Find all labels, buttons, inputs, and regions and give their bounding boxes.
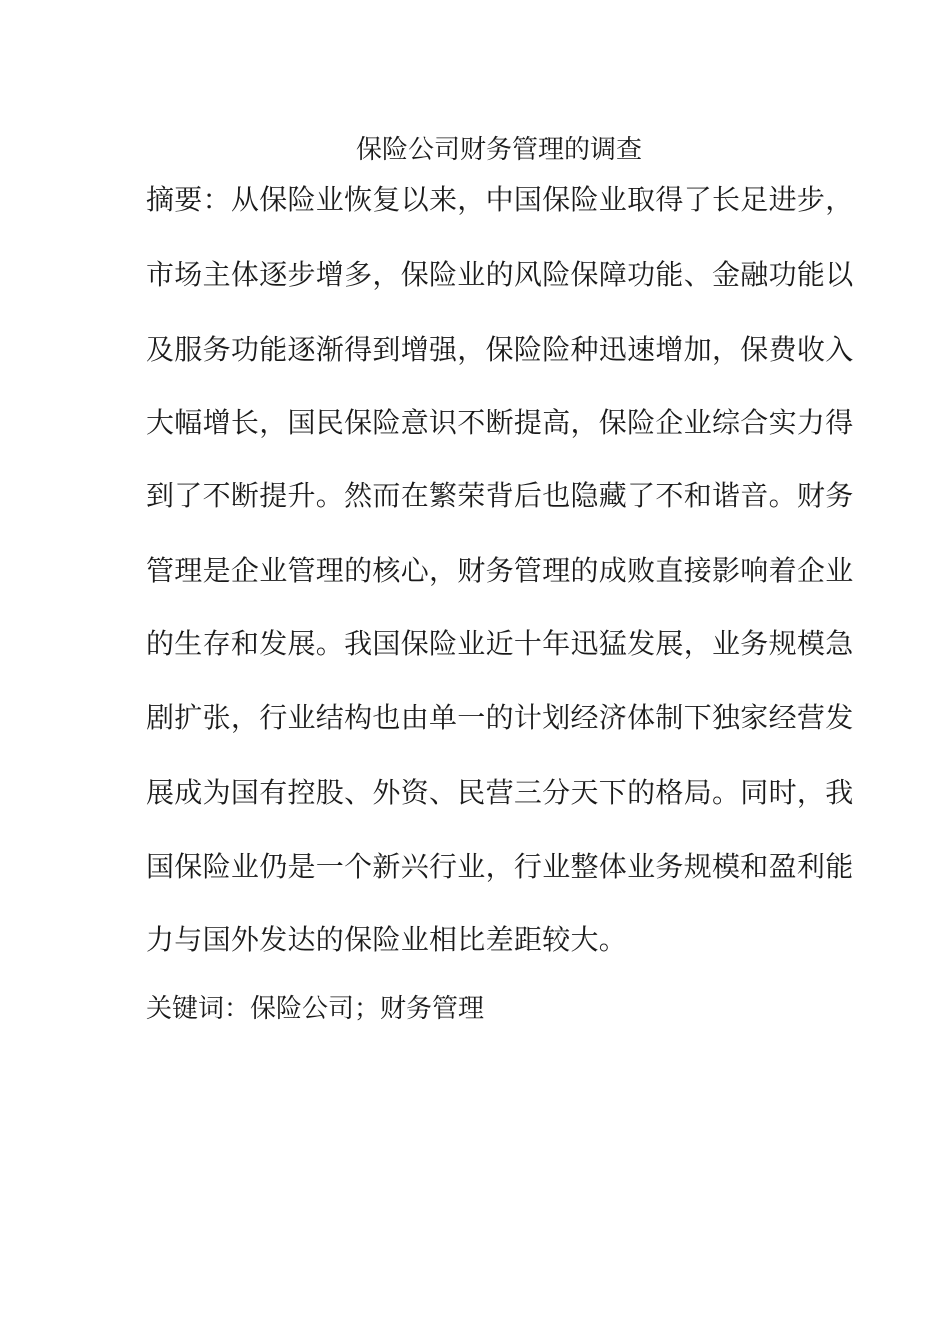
keywords-line: 关键词：保险公司；财务管理 (146, 994, 485, 1024)
abstract-line-11: 力与国外发达的保险业相比差距较大。 (146, 923, 628, 956)
abstract-line-5: 到了不断提升。然而在繁荣背后也隐藏了不和谐音。财务 (146, 479, 854, 512)
abstract-line-1: 摘要：从保险业恢复以来，中国保险业取得了长足进步， (146, 183, 854, 216)
abstract-line-8: 剧扩张，行业结构也由单一的计划经济体制下独家经营发 (146, 701, 854, 734)
abstract-line-6: 管理是企业管理的核心，财务管理的成败直接影响着企业 (146, 554, 854, 587)
abstract-line-2: 市场主体逐步增多，保险业的风险保障功能、金融功能以 (146, 258, 854, 291)
abstract-line-7: 的生存和发展。我国保险业近十年迅猛发展，业务规模急 (146, 627, 854, 660)
abstract-line-4: 大幅增长，国民保险意识不断提高，保险企业综合实力得 (146, 406, 854, 439)
document-title: 保险公司财务管理的调查 (355, 135, 642, 165)
abstract-line-3: 及服务功能逐渐得到增强，保险险种迅速增加，保费收入 (146, 333, 854, 366)
abstract-line-9: 展成为国有控股、外资、民营三分天下的格局。同时，我 (146, 776, 854, 809)
abstract-line-10: 国保险业仍是一个新兴行业，行业整体业务规模和盈利能 (146, 850, 854, 883)
